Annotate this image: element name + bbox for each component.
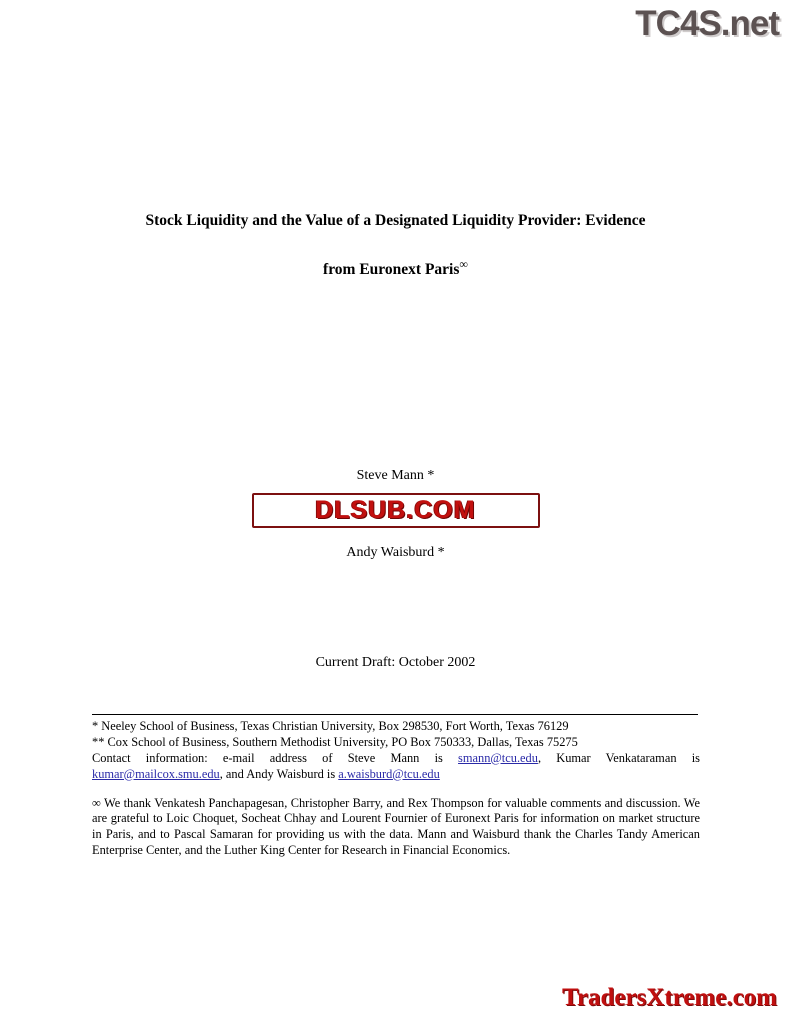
email-link-waisburd[interactable]: a.waisburd@tcu.edu xyxy=(338,766,440,781)
title-line-2 xyxy=(0,257,791,280)
contact-prefix: Contact information: e-mail address of Steve Mann is xyxy=(92,750,459,765)
footnote-block xyxy=(92,719,700,859)
title-footnote-symbol: ∞ xyxy=(459,256,468,271)
author-2: Andy Waisburd * xyxy=(346,545,445,560)
title-line-2-text: from Euronext Paris xyxy=(323,260,460,278)
footnote-spacer xyxy=(92,783,700,796)
footnote-acknowledgement xyxy=(92,796,700,860)
acknowledgement-text: We thank Venkatesh Panchapagesan, Christopher Barry, and Rex Thompson for valuable comments and discussion. We are grateful to Loic Choquet, Socheat Chhay and Lourent Fournier of Euronext Paris for information on market structure in Paris, and to Pascal Samaran for providing us with the data. Mann and Waisburd thank the Charles Tandy American Enterprise Center, and the Luther King Center for Research in Financial Economics. xyxy=(92,795,700,858)
email-link-smann[interactable]: smann@tcu.edu xyxy=(458,750,538,765)
watermark-top-right: TC4S.net xyxy=(635,4,779,43)
footnote-contact xyxy=(92,751,700,783)
watermark-bottom-right: TradersXtreme.com xyxy=(562,984,777,1011)
acknowledgement-symbol: ∞ xyxy=(92,795,101,810)
footnote-divider xyxy=(92,714,698,715)
contact-mid: , Kumar Venkataraman is xyxy=(537,750,700,765)
title-line-1: Stock Liquidity and the Value of a Designated Liquidity Provider: Evidence xyxy=(145,212,646,229)
footnote-affiliation-2: ** Cox School of Business, Southern Methodist University, PO Box 750333, Dallas, Texas 75275 xyxy=(92,734,578,749)
email-link-kumar[interactable]: kumar@mailcox.smu.edu xyxy=(92,766,220,781)
contact-mid-2: , and Andy Waisburd is xyxy=(219,766,339,781)
watermark-center xyxy=(252,493,540,528)
author-1: Steve Mann * xyxy=(356,468,435,483)
draft-date: Current Draft: October 2002 xyxy=(315,655,476,670)
paper-title xyxy=(0,212,791,279)
watermark-center-text: DLSUB.COM xyxy=(315,496,476,524)
footnote-affiliation-1: * Neeley School of Business, Texas Christian University, Box 298530, Fort Worth, Texas 76129 xyxy=(92,719,569,733)
